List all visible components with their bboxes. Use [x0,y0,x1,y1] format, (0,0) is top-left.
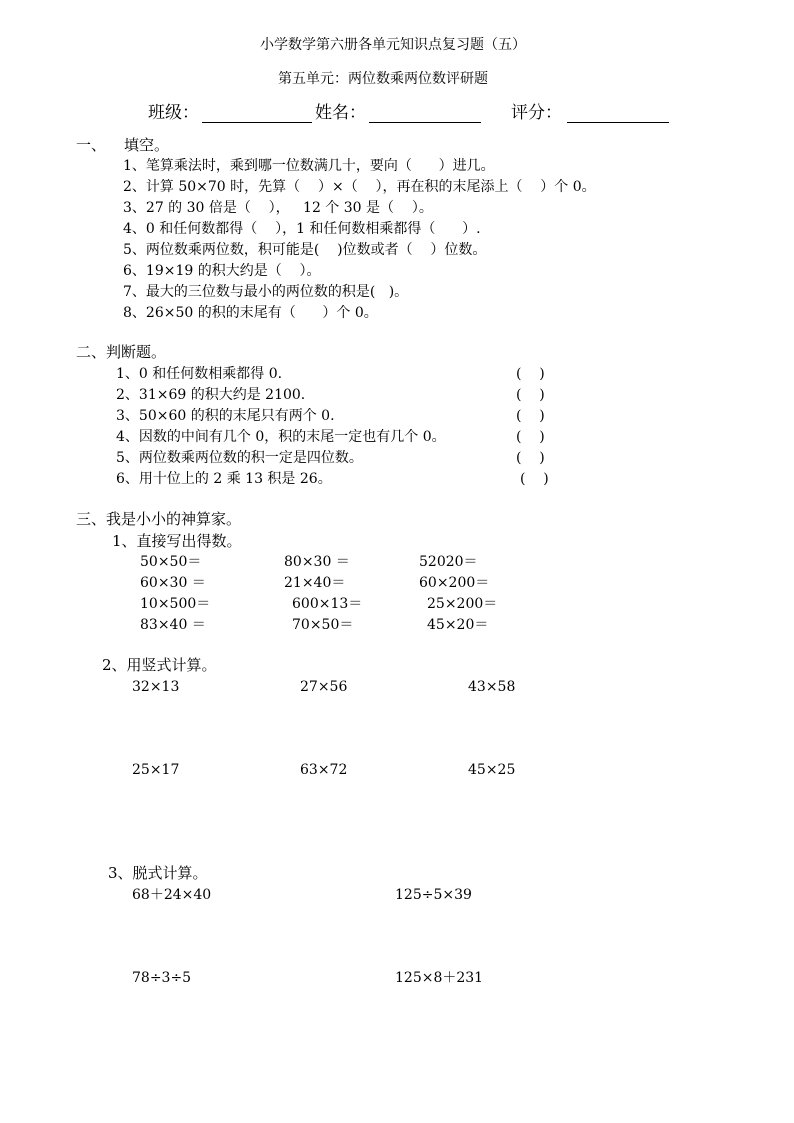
worksheet-title: 小学数学第六册各单元知识点复习题（五） [260,37,526,53]
direct-calc-item: 25×200＝ [427,596,498,612]
vertical-calc-item: 27×56 [300,679,348,695]
vertical-calc-item: 43×58 [468,679,516,695]
judge-mark[interactable]: ( ) [516,366,545,382]
name-field[interactable] [369,106,481,123]
judge-item: 3、50×60 的积的末尾只有两个 0. [116,408,335,424]
vertical-calc-item: 63×72 [300,762,348,778]
section2-heading: 二、判断题。 [76,343,167,361]
fill-item: 5、两位数乘两位数，积可能是( )位数或者（ ）位数。 [123,242,487,258]
fill-item: 1、笔算乘法时，乘到哪一位数满几十，要向（ ）进几。 [123,158,495,174]
direct-calc-item: 70×50＝ [292,617,354,633]
fill-item: 4、0 和任何数都得（ ），1 和任何数相乘都得（ ）. [123,221,481,237]
judge-item: 4、因数的中间有几个 0，积的末尾一定也有几个 0。 [116,429,446,445]
fill-item: 2、计算 50×70 时，先算（ ）×（ ），再在积的末尾添上（ ）个 0。 [123,179,596,195]
judge-mark[interactable]: ( ) [516,387,545,403]
fill-item: 3、27 的 30 倍是（ ）， 12 个 30 是（ ）。 [123,200,433,216]
stepwise-calc-item: 78÷3÷5 [132,970,192,986]
stepwise-calc-heading: 3、脱式计算。 [108,864,208,882]
fill-item: 6、19×19 的积大约是（ ）。 [123,263,321,279]
direct-calc-item: 52020＝ [419,554,478,570]
score-label: 评分： [511,103,562,123]
vertical-calc-heading: 2、用竖式计算。 [102,656,217,674]
direct-calc-item: 83×40 ＝ [140,617,206,633]
section1-heading: 填空。 [124,136,170,154]
fill-item: 8、26×50 的积的末尾有（ ）个 0。 [123,305,378,321]
direct-calc-item: 60×200＝ [419,575,490,591]
stepwise-calc-item: 68＋24×40 [132,887,212,903]
direct-calc-item: 80×30 ＝ [284,554,350,570]
stepwise-calc-item: 125×8＋231 [395,970,484,986]
class-field[interactable] [202,106,312,123]
judge-item: 1、0 和任何数相乘都得 0. [116,366,283,382]
direct-calc-heading: 1、直接写出得数。 [112,532,242,550]
vertical-calc-item: 45×25 [468,762,516,778]
section1-number: 一、 [76,136,107,154]
vertical-calc-item: 32×13 [132,679,180,695]
worksheet-subtitle: 第五单元：两位数乘两位数评研题 [278,71,488,87]
direct-calc-item: 50×50＝ [140,554,202,570]
direct-calc-item: 21×40＝ [284,575,346,591]
judge-mark[interactable]: ( ) [520,471,549,487]
judge-item: 2、31×69 的积大约是 2100. [116,387,306,403]
direct-calc-item: 600×13＝ [292,596,363,612]
judge-mark[interactable]: ( ) [516,408,545,424]
judge-item: 5、两位数乘两位数的积一定是四位数。 [116,450,363,466]
judge-mark[interactable]: ( ) [516,429,545,445]
judge-mark[interactable]: ( ) [516,450,545,466]
direct-calc-item: 10×500＝ [140,596,211,612]
judge-item: 6、用十位上的 2 乘 13 积是 26。 [116,471,332,487]
fill-item: 7、最大的三位数与最小的两位数的积是( )。 [123,284,409,300]
direct-calc-item: 45×20＝ [427,617,489,633]
section3-heading: 三、我是小小的神算家。 [76,510,242,528]
name-label: 姓名： [315,103,366,123]
direct-calc-item: 60×30 ＝ [140,575,206,591]
vertical-calc-item: 25×17 [132,762,180,778]
class-label: 班级： [148,103,199,123]
stepwise-calc-item: 125÷5×39 [395,887,472,903]
score-field[interactable] [567,106,669,123]
